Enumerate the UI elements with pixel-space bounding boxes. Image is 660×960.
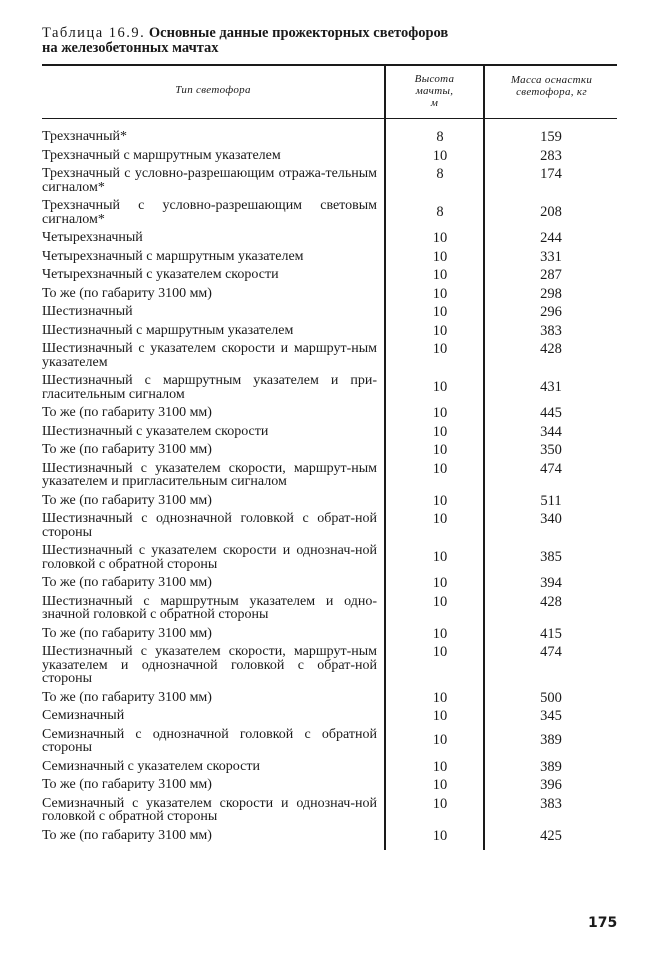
- equipment-mass-cell: 287: [540, 267, 562, 283]
- signal-type-cell: Семизначный: [42, 708, 125, 723]
- equipment-mass-cell: 350: [540, 442, 562, 458]
- table-row: [42, 249, 617, 264]
- mast-height-cell: 10: [432, 575, 448, 591]
- table-row: [42, 442, 617, 457]
- mast-height-cell: 10: [432, 304, 448, 320]
- mast-height-cell: 10: [432, 795, 448, 812]
- mast-height-cell: 10: [432, 625, 448, 642]
- mast-height-cell: 10: [432, 644, 448, 660]
- equipment-mass-cell: 383: [540, 795, 562, 812]
- mast-height-cell: 10: [432, 147, 448, 164]
- table-row: [42, 511, 617, 539]
- table-row: [42, 796, 617, 824]
- mast-height-cell: 10: [432, 322, 448, 339]
- table-row: [42, 198, 617, 226]
- equipment-mass-cell: 244: [540, 230, 562, 246]
- equipment-mass-cell: 474: [540, 460, 562, 477]
- table-row: [42, 148, 617, 163]
- equipment-mass-cell: 345: [540, 708, 562, 724]
- mast-height-cell: 10: [432, 777, 448, 793]
- mast-height-cell: 10: [432, 405, 448, 421]
- signal-type-cell: Шестизначный с указателем скорости, маршрут-ным указателем и пригласительным сигналом: [42, 460, 377, 489]
- signal-type-cell: То же (по габариту 3100 мм): [42, 625, 212, 641]
- table-row: [42, 267, 617, 282]
- mast-height-cell: 10: [432, 378, 448, 395]
- mast-height-cell: 10: [432, 230, 448, 246]
- equipment-mass-cell: 415: [540, 625, 562, 642]
- mast-height-cell: 10: [432, 423, 448, 440]
- equipment-mass-cell: 511: [540, 492, 562, 509]
- mast-height-cell: 8: [436, 166, 444, 182]
- signal-type-cell: Семизначный с указателем скорости и однознач-ной головкой с обратной стороны: [42, 795, 377, 824]
- table-row: [42, 373, 617, 401]
- mast-height-cell: 10: [432, 267, 448, 283]
- signal-type-cell: То же (по габариту 3100 мм): [42, 777, 212, 792]
- table-row: [42, 727, 617, 755]
- table-label: Таблица 16.9.: [42, 25, 146, 41]
- signal-type-cell: Трехзначный*: [42, 129, 127, 144]
- equipment-mass-cell: 340: [540, 511, 562, 527]
- header-bottom-rule: [42, 118, 617, 119]
- signal-type-cell: То же (по габариту 3100 мм): [42, 689, 212, 705]
- table-row: [42, 405, 617, 420]
- signal-type-cell: Шестизначный: [42, 304, 133, 319]
- equipment-mass-cell: 385: [540, 548, 562, 565]
- mast-height-cell: 10: [432, 248, 448, 265]
- table-row: [42, 166, 617, 194]
- signal-type-cell: То же (по габариту 3100 мм): [42, 492, 212, 508]
- signal-type-cell: То же (по габариту 3100 мм): [42, 285, 212, 301]
- signal-type-cell: Семизначный с однозначной головкой с обратной стороны: [42, 726, 377, 755]
- equipment-mass-cell: 474: [540, 644, 562, 660]
- table-title-line1: Основные данные прожекторных светофоров: [148, 25, 449, 41]
- header-mass: Масса оснастки светофора, кг: [510, 74, 593, 98]
- mast-height-cell: 10: [432, 442, 448, 458]
- mast-height-cell: 10: [432, 548, 448, 565]
- header-height: Высота мачты, м: [414, 73, 455, 109]
- equipment-mass-cell: 389: [540, 732, 562, 748]
- equipment-mass-cell: 383: [540, 322, 562, 339]
- mast-height-cell: 10: [432, 460, 448, 477]
- signal-type-cell: Четырехзначный: [42, 230, 143, 245]
- equipment-mass-cell: 331: [540, 248, 562, 265]
- signal-type-cell: Семизначный с указателем скорости: [42, 758, 260, 774]
- signal-type-cell: Шестизначный с указателем скорости, маршрут-ным указателем и однозначной головкой с обрат-ной стороны: [42, 644, 377, 686]
- signal-type-cell: Шестизначный с указателем скорости: [42, 423, 269, 439]
- table-row: [42, 341, 617, 369]
- table-row: [42, 129, 617, 144]
- equipment-mass-cell: 500: [540, 689, 562, 706]
- table-row: [42, 286, 617, 301]
- table-row: [42, 626, 617, 641]
- page-number: 175: [588, 915, 618, 931]
- table-row: [42, 708, 617, 723]
- table-body: [42, 129, 617, 842]
- mast-height-cell: 10: [432, 827, 448, 844]
- table-row: [42, 759, 617, 774]
- signal-type-cell: Трехзначный с маршрутным указателем: [42, 147, 281, 163]
- equipment-mass-cell: 208: [540, 203, 562, 220]
- mast-height-cell: 10: [432, 511, 448, 527]
- signal-type-cell: Четырехзначный с маршрутным указателем: [42, 248, 304, 264]
- signal-type-cell: Четырехзначный с указателем скорости: [42, 267, 279, 282]
- signal-type-cell: Шестизначный с маршрутным указателем: [42, 322, 294, 338]
- equipment-mass-cell: 431: [540, 378, 562, 395]
- header-top-rule: [42, 64, 617, 66]
- mast-height-cell: 10: [432, 492, 448, 509]
- table-row: [42, 461, 617, 489]
- equipment-mass-cell: 396: [540, 777, 562, 793]
- signal-type-cell: То же (по габариту 3100 мм): [42, 827, 212, 843]
- table-row: [42, 644, 617, 686]
- mast-height-cell: 10: [432, 285, 448, 302]
- equipment-mass-cell: 445: [540, 405, 562, 421]
- signal-type-cell: То же (по габариту 3100 мм): [42, 575, 212, 590]
- signal-type-cell: Шестизначный с указателем скорости и маршрут-ным указателем: [42, 341, 377, 370]
- table-row: [42, 777, 617, 792]
- mast-height-cell: 10: [432, 708, 448, 724]
- mast-height-cell: 8: [436, 129, 444, 145]
- signal-type-cell: Шестизначный с указателем скорости и однознач-ной головкой с обратной стороны: [42, 543, 377, 572]
- table-row: [42, 594, 617, 622]
- table-row: [42, 690, 617, 705]
- mast-height-cell: 10: [432, 732, 448, 748]
- equipment-mass-cell: 174: [540, 166, 562, 182]
- equipment-mass-cell: 389: [540, 758, 562, 775]
- equipment-mass-cell: 283: [540, 147, 562, 164]
- table-row: [42, 493, 617, 508]
- header-type: Тип светофора: [175, 84, 251, 96]
- table-row: [42, 575, 617, 590]
- signal-type-cell: Шестизначный с маршрутным указателем и одно-значной головкой с обратной стороны: [42, 593, 377, 622]
- mast-height-cell: 10: [432, 341, 448, 357]
- equipment-mass-cell: 298: [540, 285, 562, 302]
- table-row: [42, 543, 617, 571]
- equipment-mass-cell: 428: [540, 593, 562, 610]
- table-row: [42, 323, 617, 338]
- equipment-mass-cell: 159: [540, 129, 562, 145]
- equipment-mass-cell: 296: [540, 304, 562, 320]
- signal-type-cell: Трехзначный с условно-разрешающим световым сигналом*: [42, 198, 377, 227]
- mast-height-cell: 10: [432, 689, 448, 706]
- table-caption: [42, 26, 632, 56]
- table-row: [42, 304, 617, 319]
- signal-type-cell: То же (по габариту 3100 мм): [42, 405, 212, 420]
- mast-height-cell: 8: [436, 203, 444, 220]
- equipment-mass-cell: 344: [540, 423, 562, 440]
- signal-type-cell: То же (по габариту 3100 мм): [42, 442, 212, 457]
- equipment-mass-cell: 425: [540, 827, 562, 844]
- table-title-line2: на железобетонных мачтах: [42, 40, 219, 56]
- table-row: [42, 424, 617, 439]
- mast-height-cell: 10: [432, 758, 448, 775]
- mast-height-cell: 10: [432, 593, 448, 610]
- signal-type-cell: Шестизначный с однозначной головкой с обрат-ной стороны: [42, 511, 377, 540]
- table-row: [42, 828, 617, 843]
- signal-type-cell: Трехзначный с условно-разрешающим отража-тельным сигналом*: [42, 166, 377, 195]
- signal-type-cell: Шестизначный с маршрутным указателем и при-гласительным сигналом: [42, 373, 377, 402]
- table-row: [42, 230, 617, 245]
- equipment-mass-cell: 428: [540, 341, 562, 357]
- equipment-mass-cell: 394: [540, 575, 562, 591]
